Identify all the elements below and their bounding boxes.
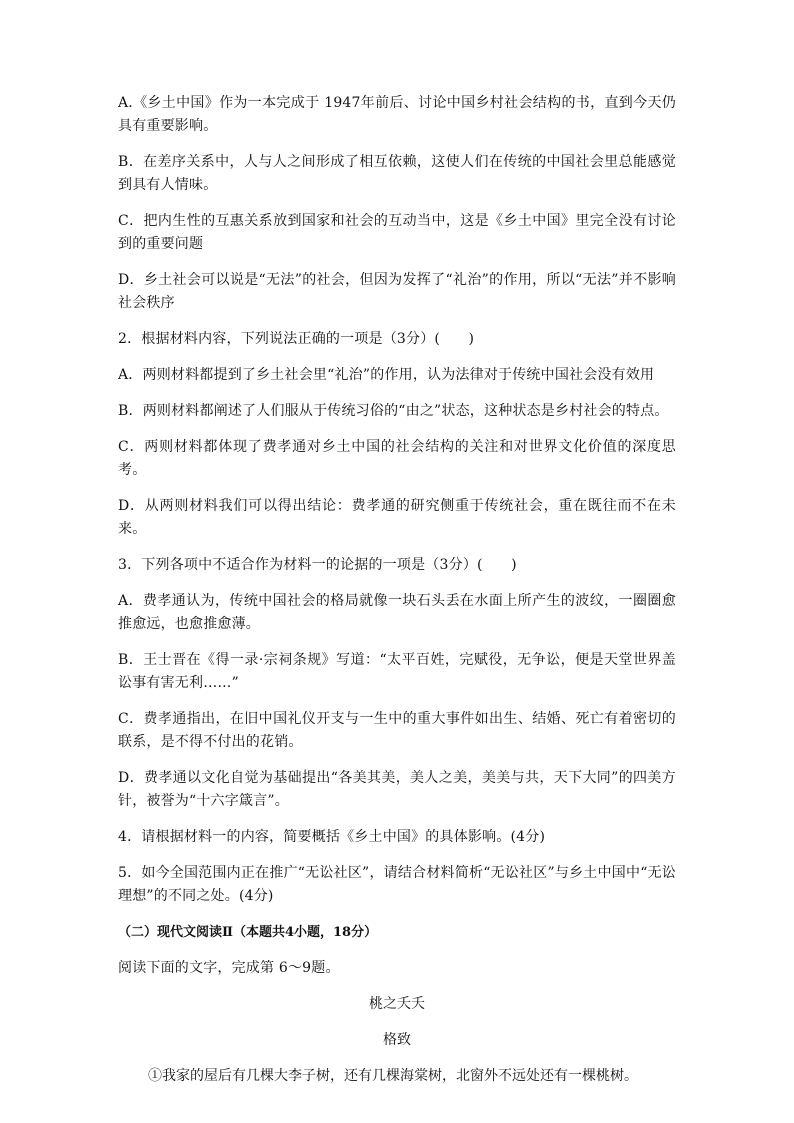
story-title: 桃之夭夭 [369,996,425,1012]
q2-option-b: B．两则材料都阐述了人们服从于传统习俗的“由之”状态，这种状态是乡村社会的特点。 [118,403,669,419]
q1-option-c: C．把内生性的互惠关系放到国家和社会的互动当中，这是《乡土中国》里完全没有讨论到的重要问题 [118,213,676,252]
q1-option-d: D．乡土社会可以说是“无法”的社会，但因为发挥了“礼治”的作用，所以“无法”并不影响社会秩序 [118,272,676,311]
q3-option-b: B．王士晋在《得一录·宗祠条规》写道：“太平百姓，完赋役，无争讼，便是天堂世界盖讼事有害无利……” [118,652,676,691]
q3-option-c: C．费孝通指出，在旧中国礼仪开支与一生中的重大事件如出生、结婚、死亡有着密切的联系，是不得不付出的花销。 [118,711,676,750]
q2-option-d: D．从两则材料我们可以得出结论：费孝通的研究侧重于传统社会，重在既往而不在未来。 [118,498,676,537]
q2-option-a: A．两则材料都提到了乡土社会里“礼治”的作用，认为法律对于传统中国社会没有效用 [118,367,655,383]
section-heading: （二）现代文阅读Ⅱ（本题共4小题，18分） [118,925,378,940]
q4-stem: 4．请根据材料一的内容，简要概括《乡土中国》的具体影响。(4分) [118,829,546,845]
q3-option-d: D．费孝通以文化自觉为基础提出“各美其美，美人之美，美美与共，天下大同”的四美方针，被誉为“十六字箴言”。 [118,770,676,809]
q2-stem: 2．根据材料内容，下列说法正确的一项是（3分）( ) [118,331,475,347]
q1-option-b: B．在差序关系中，人与人之间形成了相互依赖，这使人们在传统的中国社会里总能感觉到具有人情味。 [118,154,676,193]
q2-option-c: C．两则材料都体现了费孝通对乡土中国的社会结构的关注和对世界文化价值的深度思考。 [118,439,676,478]
q1-option-a: A.《乡土中国》作为一本完成于 1947年前后、讨论中国乡村社会结构的书，直到今天仍具有重要影响。 [118,95,676,134]
story-paragraph-1: ①我家的屋后有几棵大李子树，还有几棵海棠树，北窗外不远处还有一棵桃树。 [148,1068,638,1084]
reading-instruction: 阅读下面的文字，完成第 6～9题。 [118,960,340,976]
story-author: 格致 [383,1032,411,1048]
q3-stem: 3．下列各项中不适合作为材料一的论据的一项是（3分）( ) [118,557,517,573]
q5-stem: 5．如今全国范围内正在推广“无讼社区”，请结合材料简析“无讼社区”与乡土中国中“无讼理想”的不同之处。(4分) [118,865,676,904]
q3-option-a: A．费孝通认为，传统中国社会的格局就像一块石头丢在水面上所产生的波纹，一圈圈愈推愈远，也愈推愈薄。 [118,593,676,632]
